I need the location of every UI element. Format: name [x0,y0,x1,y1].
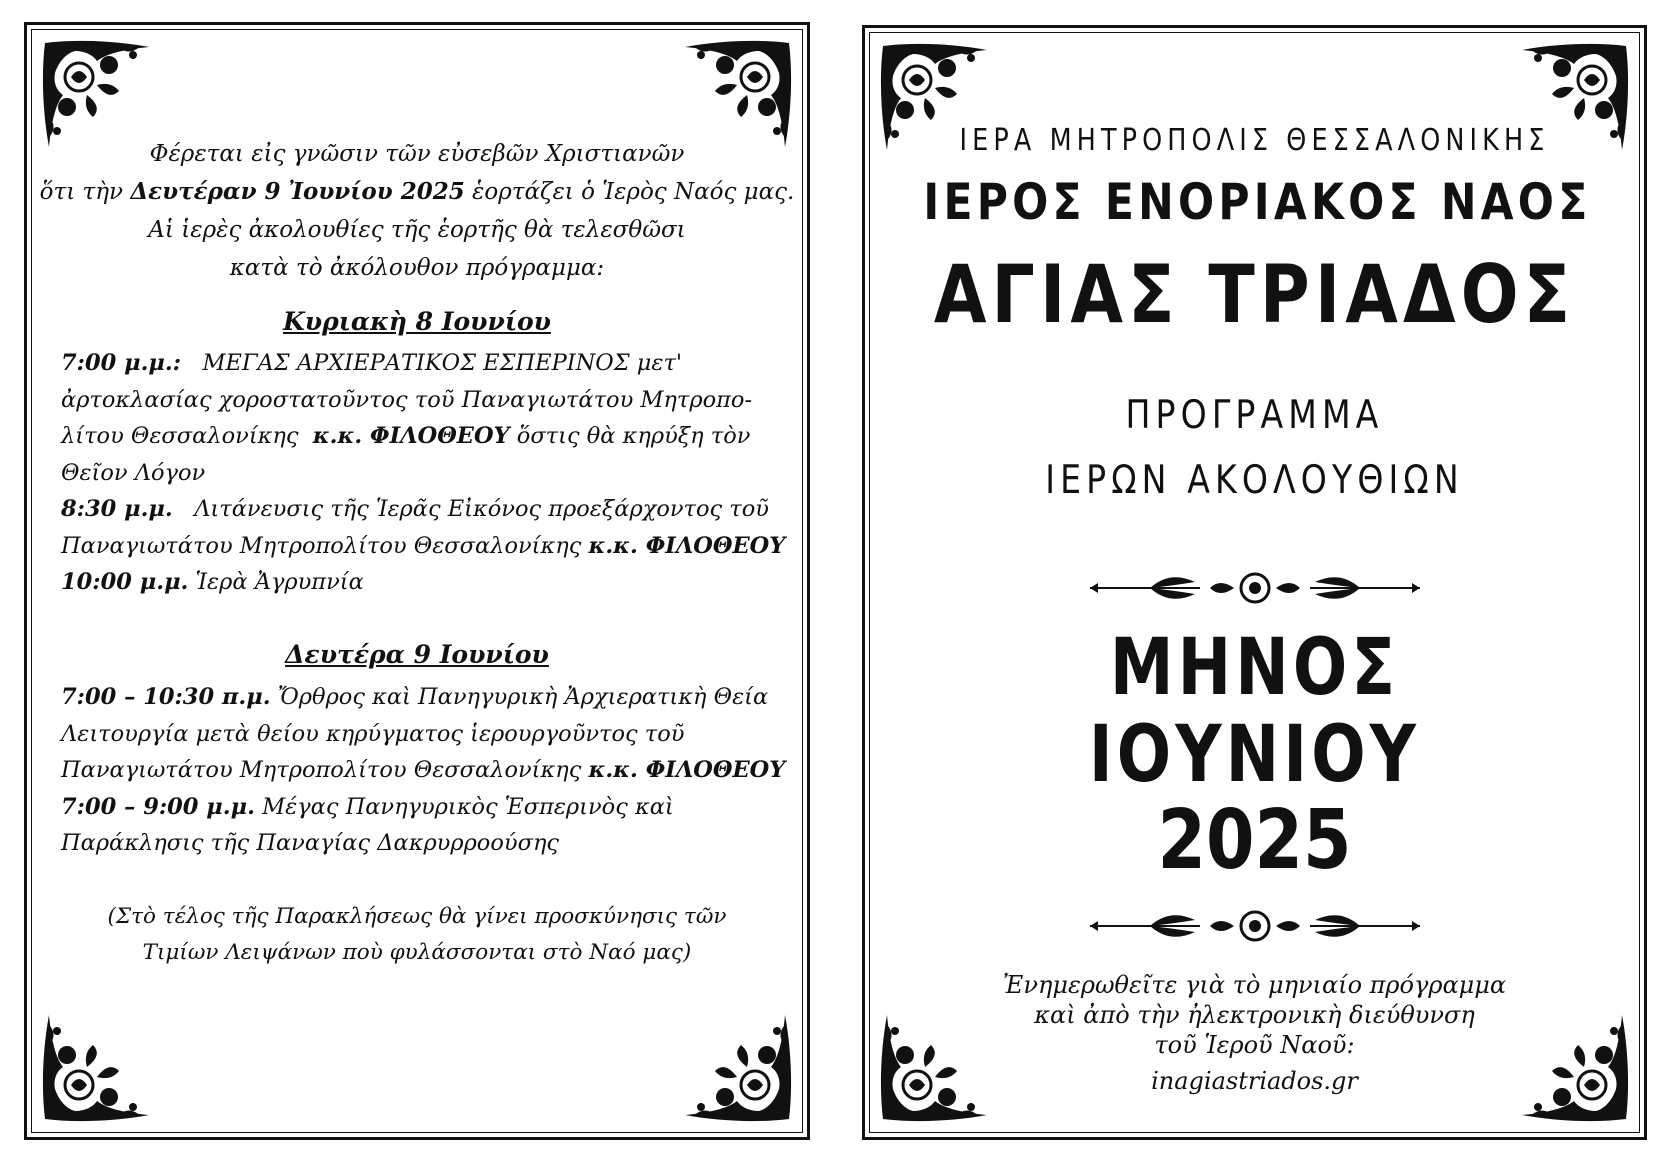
intro-line: Αἱ ἱερὲς ἀκολουθίες τῆς ἑορτῆς θὰ τελεσθῶσι [148,217,686,243]
event-text: ΜΕΓΑΣ ΑΡΧΙΕΡΑΤΙΚΟΣ ΕΣΠΕΡΙΝΟΣ μετ' [202,350,683,376]
note-line: (Στὸ τέλος τῆς Παρακλήσεως θὰ γίνει προσκύνησις τῶν [107,904,727,929]
schedule-day2 [61,679,787,862]
day-heading: Δευτέρα 9 Ιουνίου [285,640,549,669]
website-info [865,970,1644,1096]
bishop-name: κ.κ. ΦΙΛΟΘΕΟΥ [588,532,786,559]
bishop-name: κ.κ. ΦΙΛΟΘΕΟΥ [312,423,510,449]
event-time: 10:00 μ.μ. [61,569,189,595]
footer-line: καὶ ἀπὸ τὴν ἠλεκτρονικὴ διεύθυνση [1034,1001,1475,1029]
program-title: ΠΡΟΓΡΑΜΜΑ [1125,393,1384,438]
intro-line: Φέρεται εἰς γνῶσιν τῶν εὐσεβῶν Χριστιανῶν [149,141,685,167]
schedule-line [61,789,787,826]
month-label: ΜΗΝΟΣ [1109,623,1400,713]
metropolis-title: ΙΕΡΑ ΜΗΤΡΟΠΟΛΙΣ ΘΕΣΣΑΛΟΝΙΚΗΣ [959,123,1550,158]
event-text: Λιτάνευσις τῆς Ἱερᾶς Εἰκόνος προεξάρχοντος τοῦ [194,496,769,522]
schedule-line: Λειτουργία μετὰ θείου κηρύγματος ἱερουργοῦντος τοῦ [61,720,685,747]
left-panel [24,22,810,1140]
day-heading: Κυριακὴ 8 Ιουνίου [283,307,551,336]
schedule-line [61,418,787,455]
schedule-line: Θεῖον Λόγον [61,459,206,486]
event-text: Παναγιωτάτου Μητροπολίτου Θεσσαλονίκης [61,757,582,783]
event-text: Μέγας Πανηγυρικὸς Ἑσπερινὸς καὶ [262,793,674,820]
schedule-line [61,528,787,565]
corner-ornament-icon [37,1007,157,1127]
schedule-line [61,752,787,789]
right-panel [862,25,1647,1140]
intro-line [27,173,807,211]
church-type-title: ΙΕΡΟΣ ΕΝΟΡΙΑΚΟΣ ΝΑΟΣ [923,173,1592,231]
feast-date: Δευτέραν 9 Ἰουνίου 2025 [130,178,465,205]
divider-ornament-icon [1090,568,1420,608]
schedule-day1 [61,345,787,601]
event-text: λίτου Θεσσαλονίκης [61,423,299,449]
schedule-line: ἀρτοκλασίας χοροστατοῦντος τοῦ Παναγιωτάτου Μητροπο- [61,386,753,413]
intro-text-fragment: ἑορτάζει ὁ Ἱερὸς Ναός μας. [472,179,795,205]
event-text: Ὄρθρος καὶ Πανηγυρικὴ Ἀρχιερατικὴ Θεία [277,684,769,710]
schedule-line [61,491,787,528]
event-text: Ἱερὰ Ἀγρυπνία [195,569,364,595]
bishop-name: κ.κ. ΦΙΛΟΘΕΟΥ [588,757,786,783]
corner-ornament-icon [677,1007,797,1127]
event-time: 7:00 – 10:30 π.μ. [61,684,271,710]
intro-text [27,135,807,287]
note-line: Τιμίων Λειψάνων ποὺ φυλάσσονται στὸ Ναό μας) [142,940,692,965]
website-link[interactable]: inagiastriados.gr [1151,1067,1358,1095]
schedule-line: Παράκλησις τῆς Παναγίας Δακρυρροούσης [61,830,560,856]
schedule-line [61,345,787,382]
intro-text-fragment: ὅτι τὴν [39,179,124,205]
event-time: 7:00 – 9:00 μ.μ. [61,793,255,820]
church-name-title: ΑΓΙΑΣ ΤΡΙΑΔΟΣ [933,248,1576,341]
intro-line: κατὰ τὸ ἀκόλουθον πρόγραμμα: [229,255,605,281]
schedule-line [61,679,787,716]
month-name: ΙΟΥΝΙΟΥ [1088,710,1421,800]
footer-line: τοῦ Ἱεροῦ Ναοῦ: [1154,1031,1355,1059]
year-label: 2025 [1157,793,1352,888]
program-subtitle: ΙΕΡΩΝ ΑΚΟΛΟΥΘΙΩΝ [1045,458,1464,503]
event-time: 8:30 μ.μ. [61,496,173,522]
divider-ornament-icon [1090,906,1420,946]
schedule-line [61,564,787,601]
event-time: 7:00 μ.μ.: [61,350,182,376]
footer-line: Ἐνημερωθεῖτε γιὰ τὸ μηνιαίο πρόγραμμα [1002,971,1507,999]
relics-note [27,899,807,971]
event-text: ὅστις θὰ κηρύξη τὸν [516,423,751,449]
event-text: Παναγιωτάτου Μητροπολίτου Θεσσαλονίκης [61,532,582,559]
